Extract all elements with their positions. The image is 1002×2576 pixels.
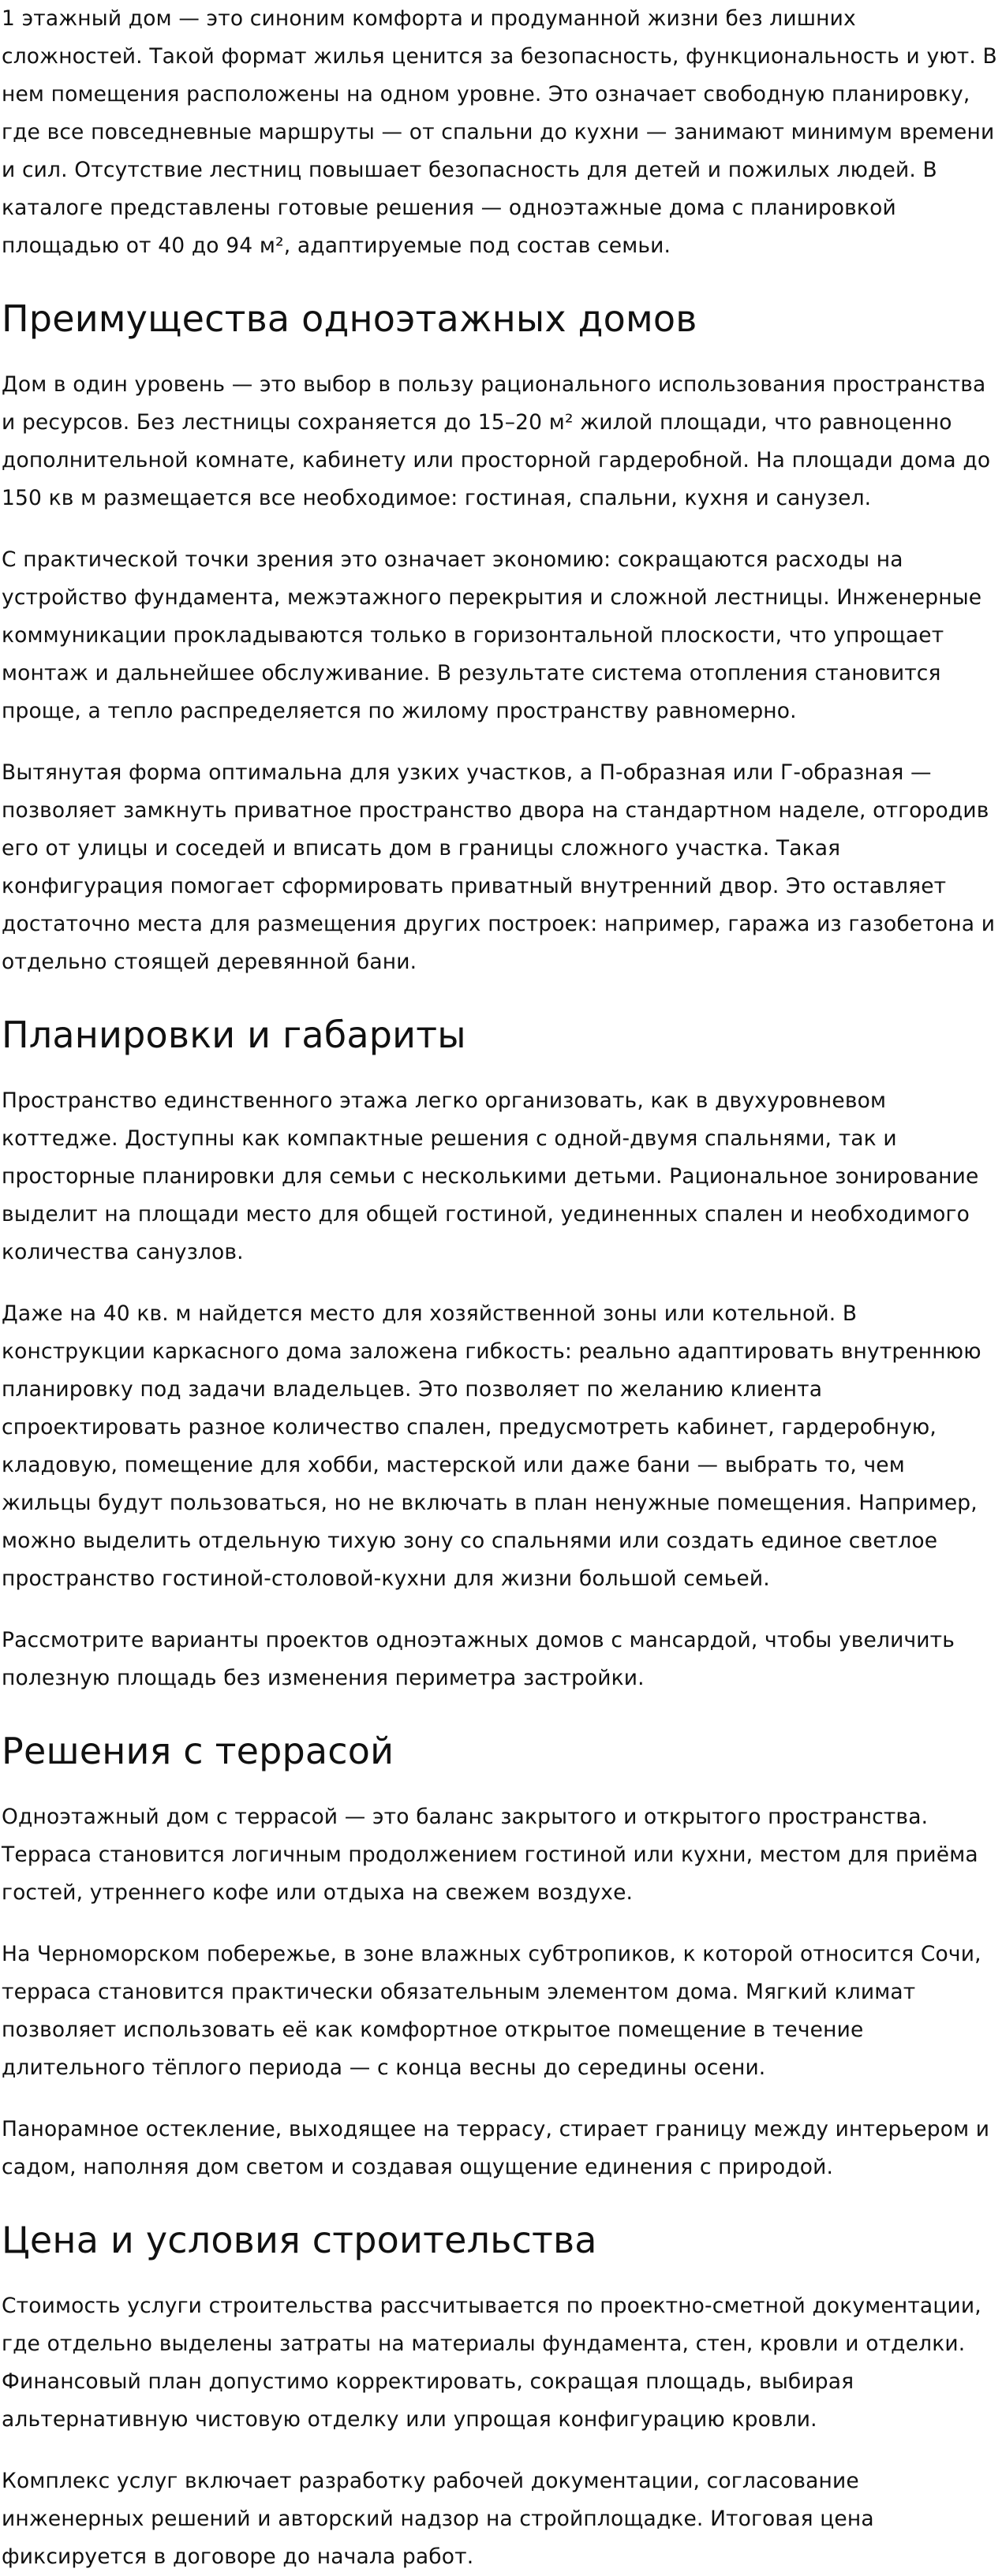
- section-advantages: [2, 289, 1000, 981]
- section-heading: Планировки и габариты: [2, 1014, 466, 1056]
- section-paragraph: Стоимость услуги строительства рассчитывается по проектно-сметной документации, где отдельно выделены затраты на материалы фундамента, стен, кровли и отделки. Финансовый план допустимо корректировать, сокращая площадь, выбирая альтернативную чистовую отделку или упрощая конфигурацию кровли.: [2, 2294, 981, 2432]
- section-paragraph: Вытянутая форма оптимальна для узких участков, а П-образная или Г-образная — позволяет замкнуть приватное пространство двора на стандартном наделе, отгородив его от улицы и соседей и вписать дом в границы сложного участка. Такая конфигурация помогает сформировать приватный внутренний двор. Это оставляет достаточно места для размещения других построек: например, гаража из газобетона и отдельно стоящей деревянной бани.: [2, 760, 996, 974]
- section-paragraph: Пространство единственного этажа легко организовать, как в двухуровневом коттедже. Доступны как компактные решения с одной-двумя спальнями, так и просторные планировки для семьи с несколькими детьми. Рациональное зонирование выделит на площади место для общей гостиной, уединенных спален и необходимого количества санузлов.: [2, 1088, 979, 1264]
- section-terrace: [2, 1721, 1000, 2186]
- section-heading: Преимущества одноэтажных домов: [2, 297, 697, 340]
- section-heading: Решения с террасой: [2, 1730, 394, 1772]
- intro-paragraph: 1 этажный дом — это синоним комфорта и продуманной жизни без лишних сложностей. Такой формат жилья ценится за безопасность, функциональность и уют. В нем помещения расположены на одном уровне. Это означает свободную планировку, где все повседневные маршруты — от спальни до кухни — занимают минимум времени и сил. Отсутствие лестниц повышает безопасность для детей и пожилых людей. В каталоге представлены готовые решения — одноэтажные дома с планировкой площадью от 40 до 94 м², адаптируемые под состав семьи.: [2, 6, 997, 258]
- section-paragraph: Рассмотрите варианты проектов одноэтажных домов с мансардой, чтобы увеличить полезную площадь без изменения периметра застройки.: [2, 1628, 955, 1690]
- section-paragraph: Даже на 40 кв. м найдется место для хозяйственной зоны или котельной. В конструкции каркасного дома заложена гибкость: реально адаптировать внутреннюю планировку под задачи владельцев. Это позволяет по желанию клиента спроектировать разное количество спален, предусмотреть кабинет, гардеробную, кладовую, помещение для хобби, мастерской или даже бани — выбрать то, чем жильцы будут пользоваться, но не включать в план ненужные помещения. Например, можно выделить отдельную тихую зону со спальнями или создать единое светлое пространство гостиной-столовой-кухни для жизни большой семьей.: [2, 1301, 981, 1591]
- section-layouts: [2, 1005, 1000, 1697]
- section-paragraph: Комплекс услуг включает разработку рабочей документации, согласование инженерных решений и авторский надзор на стройплощадке. Итоговая цена фиксируется в договоре до начала работ.: [2, 2469, 874, 2569]
- section-paragraph: Панорамное остекление, выходящее на террасу, стирает границу между интерьером и садом, наполняя дом светом и создавая ощущение единения с природой.: [2, 2117, 990, 2179]
- section-heading: Цена и условия строительства: [2, 2219, 597, 2261]
- section-paragraph: Одноэтажный дом с террасой — это баланс закрытого и открытого пространства. Терраса становится логичным продолжением гостиной или кухни, местом для приёма гостей, утреннего кофе или отдыха на свежем воздухе.: [2, 1805, 978, 1905]
- section-price: [2, 2210, 1000, 2576]
- section-paragraph: Дом в один уровень — это выбор в пользу рационального использования пространства и ресурсов. Без лестницы сохраняется до 15–20 м² жилой площади, что равноценно дополнительной комнате, кабинету или просторной гардеробной. На площади дома до 150 кв м размещается все необходимое: гостиная, спальни, кухня и санузел.: [2, 372, 991, 510]
- section-paragraph: На Черноморском побережье, в зоне влажных субтропиков, к которой относится Сочи, терраса становится практически обязательным элементом дома. Мягкий климат позволяет использовать её как комфортное открытое помещение в течение длительного тёплого периода — с конца весны до середины осени.: [2, 1942, 981, 2080]
- section-paragraph: С практической точки зрения это означает экономию: сокращаются расходы на устройство фундамента, межэтажного перекрытия и сложной лестницы. Инженерные коммуникации прокладываются только в горизонтальной плоскости, что упрощает монтаж и дальнейшее обслуживание. В результате система отопления становится проще, а тепло распределяется по жилому пространству равномерно.: [2, 547, 982, 723]
